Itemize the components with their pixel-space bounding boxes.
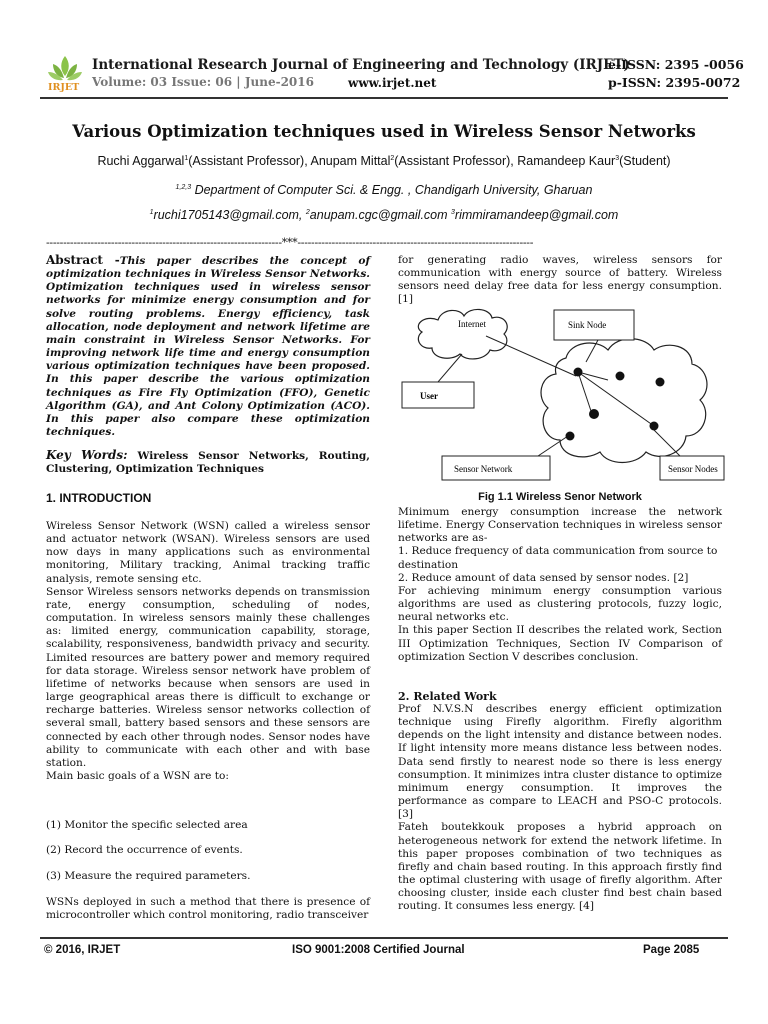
wsn-diagram: [398, 306, 728, 486]
goal-item: (1) Monitor the specific selected area: [46, 819, 248, 831]
sensor-node-dot: [656, 378, 665, 387]
abstract-body: This paper describes the concept of optimization techniques in Wireless Sensor Networks. Optimization techniques used in wireless sensor networks for minimize energy consumption and for solve routing problems. Energy efficiency, task allocation, node deployment and network lifetime are main constraint in Wireless Sensor Networks. For improving network life time and energy consumption various optimization techniques have been proposed. In this paper describe the various optimization techniques as Fire Fly Optimization (FFO), Genetic Algorithm (GA), and Ant Colony Optimization (ACO). In this paper also compare these optimization techniques.: [46, 255, 370, 439]
abstract-label: Abstract -: [46, 253, 120, 267]
sensor-nodes-label: Sensor Nodes: [668, 464, 718, 474]
intro-continued: for generating radio waves, wireless sensors for communication with energy source of battery. Wireless sensors need delay free data for less energy consumption. [1]: [398, 254, 722, 306]
intro-heading: 1. INTRODUCTION: [46, 491, 152, 505]
author-list: Ruchi Aggarwal$^1$(Assistant Professor), Anupam Mittal$^2$(Assistant Professor), Ramandeep Kaur$^3$(Student): [97, 154, 671, 168]
user-box: [402, 382, 474, 408]
figure-caption: Fig 1.1 Wireless Senor Network: [478, 491, 642, 503]
intro-body: [46, 520, 370, 783]
keywords-body: Wireless Sensor Networks, Routing, Clustering, Optimization Techniques: [46, 450, 370, 476]
header-rule: [40, 97, 728, 99]
affiliation: $^{1,2,3}$ Department of Computer Sci. & Engg. , Chandigarh University, Gharuan: [175, 183, 593, 197]
sensor-network-label: Sensor Network: [454, 464, 513, 474]
intro-paragraph: WSNs deployed in such a method that there is presence of microcontroller which control monitoring, radio transceiver: [46, 896, 370, 922]
sensor-cloud: [541, 339, 707, 463]
body-paragraph: Prof N.V.S.N describes energy efficient optimization technique using Firefly algorithm. Firefly algorithm depends on the light intensity and distance between nodes. If light intensity more means distance less between nodes. Data send firstly to nearest node so there is less energy consumption. It minimizes intra cluster distance to optimize minimum energy consumption. It improves the performance as compare to LEACH and PSO-C protocols. [3]: [398, 703, 722, 821]
journal-logo: [44, 52, 86, 94]
pissn: p-ISSN: 2395-0072: [608, 75, 741, 90]
internet-label: Internet: [458, 319, 486, 329]
intro-paragraph: Wireless Sensor Network (WSN) called a wireless sensor and actuator network (WSAN). Wireless sensors are used now days in many applications such as environmental monitoring, Military tracking, Animal tracking traffic analysis, remote sensing etc.: [46, 520, 370, 585]
right-body: [398, 506, 722, 664]
footer-copyright: © 2016, IRJET: [44, 944, 121, 956]
journal-title: International Research Journal of Engineering and Technology (IRJET): [92, 57, 630, 73]
body-paragraph: Minimum energy consumption increase the network lifetime. Energy Conservation techniques in wireless sensor networks are as-: [398, 506, 722, 545]
user-label: User: [420, 391, 438, 401]
sensor-node-dot: [650, 422, 659, 431]
footer-rule: [40, 937, 728, 939]
footer-page-number: Page 2085: [643, 944, 700, 956]
body-paragraph: Fateh boutekkouk proposes a hybrid approach on heterogeneous network for extend the network lifetime. In this paper proposes combination of two techniques as firefly and chain based routing. In this approach firstly find the optimal clustering with usage of firefly algorithm. After choosing cluster, inside each cluster find best chain based routing. It consumes less energy. [4]: [398, 821, 722, 913]
sensor-node-dot: [616, 372, 625, 381]
volume-info: Volume: 03 Issue: 06 | June-2016: [92, 75, 314, 89]
list-item: 2. Reduce amount of data sensed by sensor nodes. [2]: [398, 571, 689, 584]
author-emails: $^1$ruchi1705143@gmail.com, $^2$anupam.cgc@gmail.com $^3$rimmiramandeep@gmail.com: [149, 208, 619, 222]
internet-cloud: [418, 309, 507, 359]
abstract-block: [46, 254, 370, 439]
goal-item: (2) Record the occurrence of events.: [46, 844, 243, 856]
section-divider: ---------------------------------------------------------------------***---------------------------------------------------------------------: [46, 236, 534, 249]
related-body: [398, 703, 722, 914]
list-item: 1. Reduce frequency of data communication from source to destination: [398, 545, 718, 571]
footer-certification: ISO 9001:2008 Certified Journal: [292, 944, 465, 956]
related-work-heading: 2. Related Work: [398, 690, 497, 703]
eissn: e-ISSN: 2395 -0056: [608, 57, 744, 72]
intro-paragraph: Main basic goals of a WSN are to:: [46, 769, 229, 782]
body-paragraph: In this paper Section II describes the related work, Section III Optimization Techniques, Section IV Comparison of optimization Section V describes conclusion.: [398, 624, 722, 663]
paper-title: Various Optimization techniques used in Wireless Sensor Networks: [72, 122, 696, 141]
sink-node-label: Sink Node: [568, 320, 607, 330]
wsn-figure: [398, 306, 728, 486]
keywords-label: Key Words:: [46, 448, 128, 462]
goal-item: (3) Measure the required parameters.: [46, 870, 251, 882]
keywords-block: [46, 449, 370, 476]
sensor-node-dot: [566, 432, 575, 441]
sensor-node-dot: [589, 409, 599, 419]
journal-website[interactable]: www.irjet.net: [348, 76, 437, 90]
logo-text: IRJET: [48, 82, 80, 93]
sensor-node-dot: [574, 368, 583, 377]
body-paragraph: For achieving minimum energy consumption various algorithms are used as clustering protocols, fuzzy logic, neural networks etc.: [398, 584, 722, 624]
intro-paragraph: Sensor Wireless sensors networks depends on transmission rate, energy consumption, scheduling of nodes, computation. In wireless sensors mainly these challenges as: limited energy, communication capability, storage, scalability, responsiveness, bandwidth privacy and security. Limited resources are battery power and memory required for data storage. Wireless sensor network have problem of lifetime of networks because when sensors are used in large geographical areas there is difficult to exchange or recharge batteries. Wireless sensor networks collection of several small, battery based sensors and these sensors are connected by each other through nodes. Sensor nodes have ability to communicate with each other and with base station.: [46, 585, 370, 769]
